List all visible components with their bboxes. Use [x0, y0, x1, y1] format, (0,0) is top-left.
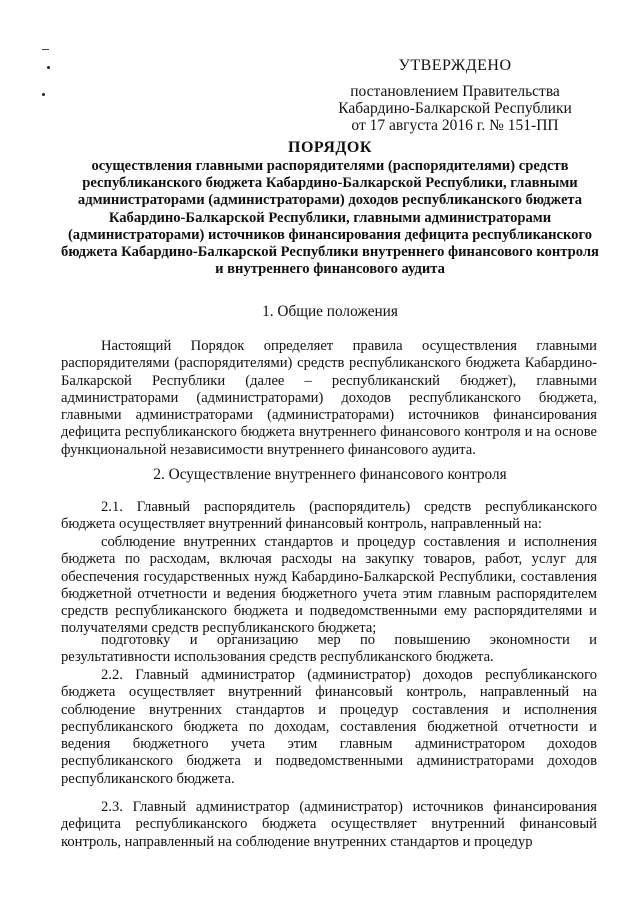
approval-stamp	[330, 57, 580, 134]
scan-artifact	[42, 49, 49, 50]
paragraph-1: Настоящий Порядок определяет правила осуществления главными распорядителями (распорядителями) средств республиканского бюджета Кабардино-Балкарской Республики (далее – республиканский бюджет), главными администраторами (администраторами) доходов республиканского бюджета, главными администраторами (администраторами) источников финансирования дефицита республиканского бюджета внутреннего финансового контроля и на основе функциональной независимости внутреннего финансового аудита.	[61, 338, 597, 458]
approval-line: Кабардино-Балкарской Республики	[338, 100, 572, 117]
section-1-title: 1. Общие положения	[262, 303, 398, 320]
paragraph-2-1: 2.1. Главный распорядитель (распорядитель) средств республиканского бюджета осуществляет внутренний финансовый контроль, направленный на:	[61, 499, 597, 533]
paragraph-2-2: 2.2. Главный администратор (администратор) доходов республиканского бюджета осуществляет внутренний финансовый контроль, направленный на соблюдение внутренних стандартов и процедур составления и исполнения республиканского бюджета по доходам, составления бюджетной отчетности и ведения бюджетного учета этим главным администратором доходов республиканского бюджета и подведомственными администраторами доходов республиканского бюджета.	[61, 667, 597, 787]
section-2-title: 2. Осуществление внутреннего финансового контроля	[153, 466, 507, 483]
approval-line: постановлением Правительства	[350, 83, 560, 100]
approval-line: от 17 августа 2016 г. № 151-ПП	[351, 117, 559, 134]
document-title: ПОРЯДОК	[288, 139, 372, 156]
document-subtitle: осуществления главными распорядителями (распорядителями) средств республиканского бюджета Кабардино-Балкарской Республики, главными администраторами (администраторами) доходов республиканского бюджета Кабардино-Балкарской Республики, главными администраторами (администраторами) источников финансирования дефицита республиканского бюджета Кабардино-Балкарской Республики внутреннего финансового контроля и внутреннего финансового аудита	[61, 158, 599, 278]
paragraph-2-1-b: подготовку и организацию мер по повышению экономности и результативности использования средств республиканского бюджета.	[61, 632, 597, 666]
approval-title: УТВЕРЖДЕНО	[398, 57, 512, 74]
paragraph-2-1-a: соблюдение внутренних стандартов и процедур составления и исполнения бюджета по расходам, включая расходы на закупку товаров, работ, услуг для обеспечения государственных нужд Кабардино-Балкарской Республики, составления бюджетной отчетности и ведения бюджетного учета этим главным распорядителем средств республиканского бюджета и подведомственными ему распорядителями и получателями средств республиканского бюджета;	[61, 534, 597, 637]
paragraph-2-3: 2.3. Главный администратор (администратор) источников финансирования дефицита республиканского бюджета осуществляет внутренний финансовый контроль, направленный на соблюдение внутренних стандартов и процедур	[61, 799, 597, 850]
scan-artifact	[42, 93, 45, 96]
scan-artifact	[47, 66, 50, 69]
